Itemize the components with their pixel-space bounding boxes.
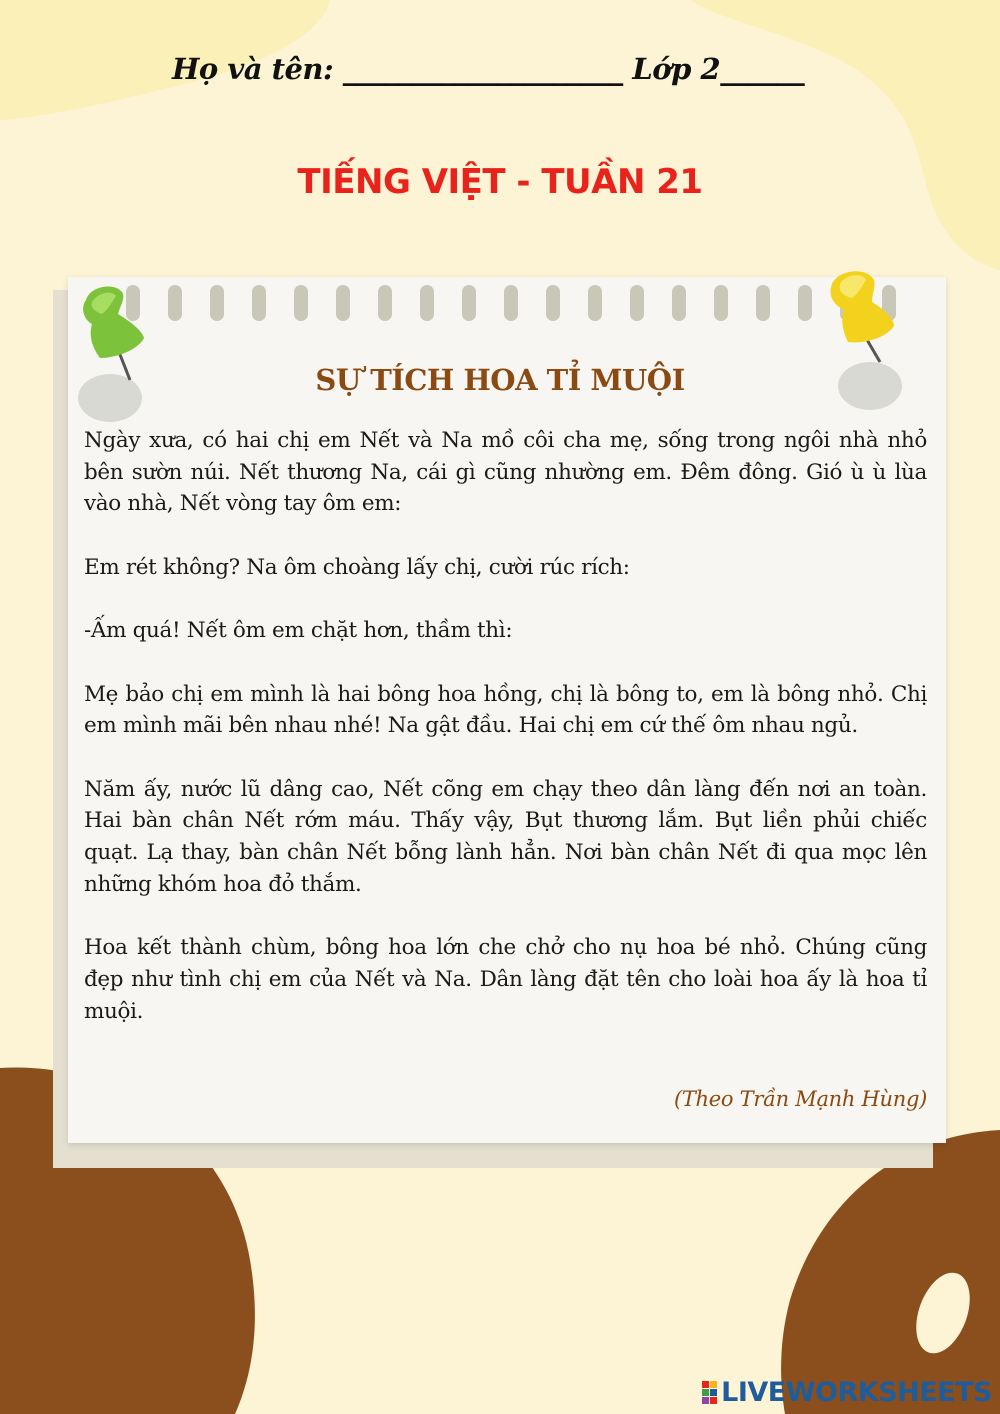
binder-ring [504, 285, 518, 321]
story-paragraph: Năm ấy, nước lũ dâng cao, Nết cõng em chạy theo dân làng đến nơi an toàn. Hai bàn chân Nết rớm máu. Thấy vậy, Bụt thương lắm. Bụt liền phủi chiếc quạt. Lạ thay, bàn chân Nết bỗng lành hẳn. Nơi bàn chân Nết đi qua mọc lên những khóm hoa đỏ thắm. [84, 776, 927, 897]
binder-ring [756, 285, 770, 321]
binder-ring [294, 285, 308, 321]
story-paragraph: -Ấm quá! Nết ôm em chặt hơn, thầm thì: [84, 618, 513, 644]
binder-ring [252, 285, 266, 321]
liveworksheets-logo [702, 1377, 992, 1408]
story-paragraph: Em rét không? Na ôm choàng lấy chị, cười rúc rích: [84, 554, 630, 580]
binder-ring [420, 285, 434, 321]
binder-ring [672, 285, 686, 321]
binder-ring [210, 285, 224, 321]
story-paragraph: Mẹ bảo chị em mình là hai bông hoa hồng, chị là bông to, em là bông nhỏ. Chị em mình mãi bên nhau nhé! Na gật đầu. Hai chị em cứ thế ôm nhau ngủ. [84, 681, 927, 739]
story-title: SỰ TÍCH HOA TỈ MUỘI [315, 363, 685, 397]
binder-ring [378, 285, 392, 321]
page-title: TIẾNG VIỆT - TUẦN 21 [297, 162, 703, 202]
binder-ring [714, 285, 728, 321]
green-pushpin-icon [72, 280, 182, 430]
story-paragraph: Hoa kết thành chùm, bông hoa lớn che chở cho nụ hoa bé nhỏ. Chúng cũng đẹp như tình chị em của Nết và Na. Dân làng đặt tên cho loài hoa ấy là hoa tỉ muội. [84, 935, 927, 1024]
logo-squares-icon [702, 1381, 717, 1404]
binder-ring [546, 285, 560, 321]
story-paragraph: Ngày xưa, có hai chị em Nết và Na mồ côi cha mẹ, sống trong ngôi nhà nhỏ bên sườn núi. Nết thương Na, cái gì cũng nhường em. Đêm đông. Gió ù ù lùa vào nhà, Nết vòng tay ôm em: [84, 428, 927, 517]
binder-ring [336, 285, 350, 321]
bottom-right-brown-blob [781, 1130, 1000, 1414]
student-name-class-line: Họ và tên: ____________________ Lớp 2______ [172, 52, 805, 86]
binder-ring [798, 285, 812, 321]
logo-text: LIVEWORKSHEETS [721, 1377, 992, 1408]
binder-ring [462, 285, 476, 321]
story-author: (Theo Trần Mạnh Hùng) [673, 1087, 927, 1111]
story-body [84, 425, 927, 1059]
binder-ring [630, 285, 644, 321]
binder-ring [588, 285, 602, 321]
top-right-blob [690, 0, 1000, 270]
